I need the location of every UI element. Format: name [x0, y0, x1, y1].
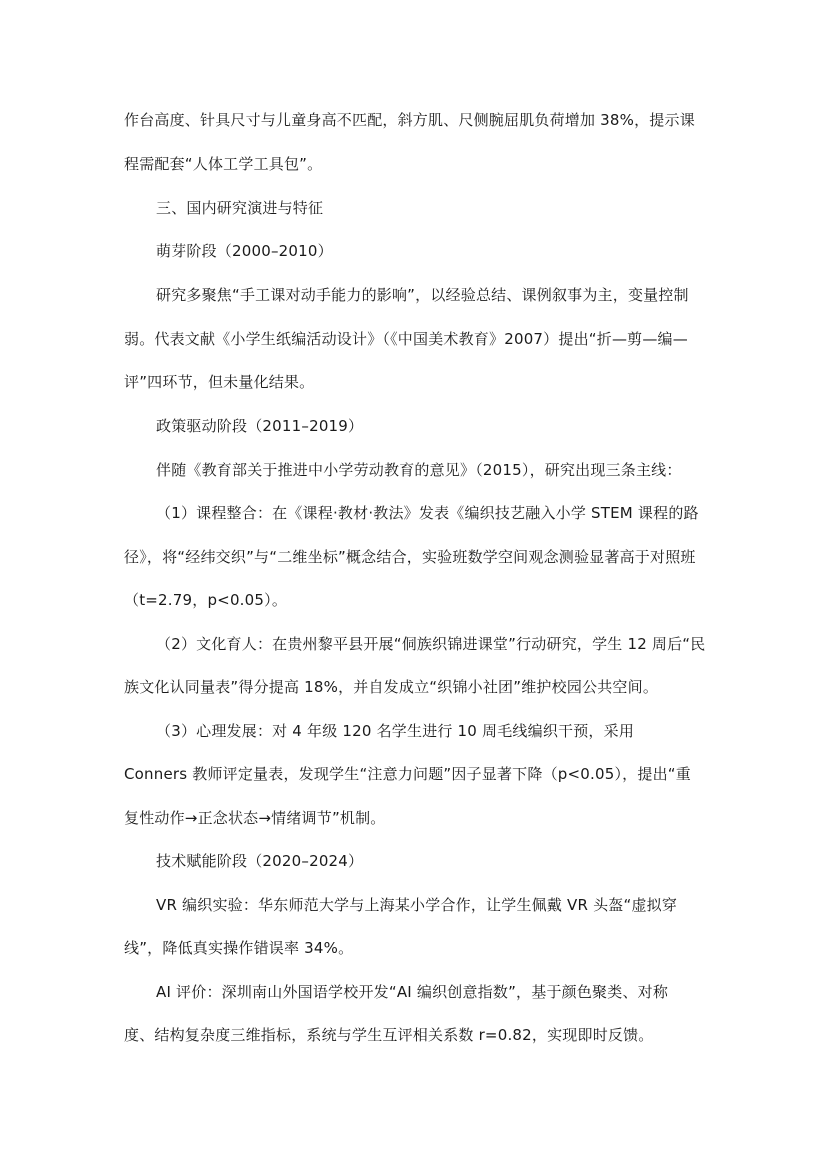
stage-heading: 萌芽阶段（2000–2010）: [156, 242, 333, 260]
paragraph-line: 评”四环节，但未量化结果。: [124, 373, 315, 391]
paragraph-line: 研究多聚焦“手工课对动手能力的影响”，以经验总结、课例叙事为主，变量控制: [156, 286, 689, 304]
paragraph-line: Conners 教师评定量表，发现学生“注意力问题”因子显著下降（p<0.05），提出“重: [124, 765, 691, 783]
paragraph-line: 径》，将“经纬交织”与“二维坐标”概念结合，实验班数学空间观念测验显著高于对照班: [124, 548, 696, 566]
list-item-line: （3）心理发展：对 4 年级 120 名学生进行 10 周毛线编织干预，采用: [156, 722, 635, 740]
paragraph-line: AI 评价：深圳南山外国语学校开发“AI 编织创意指数”，基于颜色聚类、对称: [156, 983, 669, 1001]
section-heading: 三、国内研究演进与特征: [156, 199, 324, 217]
paragraph-line: 族文化认同量表”得分提高 18%，并自发成立“织锦小社团”维护校园公共空间。: [124, 678, 659, 696]
paragraph-line: （t=2.79，p<0.05）。: [124, 591, 288, 609]
paragraph-line: 作台高度、针具尺寸与儿童身高不匹配，斜方肌、尺侧腕屈肌负荷增加 38%，提示课: [124, 111, 695, 129]
paragraph-line: 复性动作→正念状态→情绪调节”机制。: [124, 809, 386, 827]
list-item-line: （1）课程整合：在《课程·教材·教法》发表《编织技艺融入小学 STEM 课程的路: [156, 504, 699, 522]
paragraph-line: 程需配套“人体工学工具包”。: [124, 155, 323, 173]
paragraph-line: 伴随《教育部关于推进中小学劳动教育的意见》（2015），研究出现三条主线：: [156, 461, 682, 479]
stage-heading: 技术赋能阶段（2020–2024）: [156, 852, 364, 870]
list-item-line: （2）文化育人：在贵州黎平县开展“侗族织锦进课堂”行动研究，学生 12 周后“民: [156, 635, 706, 653]
paragraph-line: 线”，降低真实操作错误率 34%。: [124, 939, 354, 957]
paragraph-line: 度、结构复杂度三维指标，系统与学生互评相关系数 r=0.82，实现即时反馈。: [124, 1026, 654, 1044]
paragraph-line: VR 编织实验：华东师范大学与上海某小学合作，让学生佩戴 VR 头盔“虚拟穿: [156, 896, 678, 914]
paragraph-line: 弱。代表文献《小学生纸编活动设计》（《中国美术教育》2007）提出“折—剪—编—: [124, 330, 688, 348]
stage-heading: 政策驱动阶段（2011–2019）: [156, 417, 364, 435]
